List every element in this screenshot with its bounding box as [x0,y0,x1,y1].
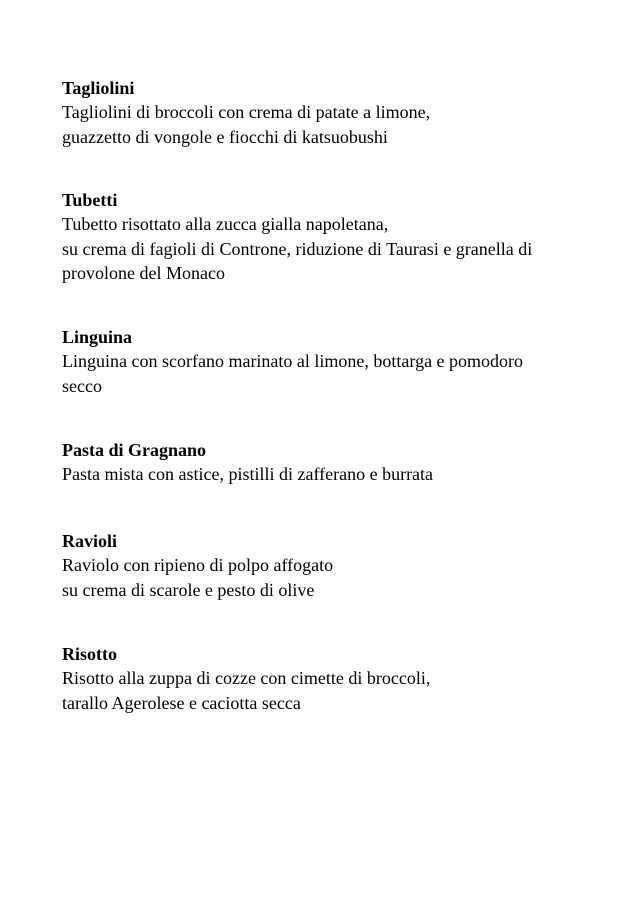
dish-description-line: su crema di fagioli di Controne, riduzione di Taurasi e granella di [62,238,533,259]
dish-description-line: secco [62,375,102,396]
dish-description-line: Pasta mista con astice, pistilli di zafferano e burrata [62,464,434,485]
dish-title: Ravioli [62,531,118,551]
menu-item-tubetti [62,188,532,285]
menu-item-risotto [62,642,430,715]
dish-description-line: Linguina con scorfano marinato al limone, bottarga e pomodoro [62,351,524,372]
dish-description-line: tarallo Agerolese e caciotta secca [62,692,301,713]
menu-item-linguina [62,325,523,398]
dish-description-line: Raviolo con ripieno di polpo affogato [62,555,334,576]
dish-description-line: Risotto alla zuppa di cozze con cimette di broccoli, [62,668,431,689]
dish-title: Risotto [62,644,117,664]
dish-title: Linguina [62,327,133,347]
menu-item-pasta-di-gragnano [62,438,433,487]
dish-description-line: provolone del Monaco [62,262,225,283]
dish-title: Tubetti [62,190,118,210]
menu-item-ravioli [62,529,333,602]
dish-description-line: guazzetto di vongole e fiocchi di katsuobushi [62,126,388,147]
dish-description-line: Tubetto risottato alla zucca gialla napoletana, [62,214,389,235]
dish-title: Pasta di Gragnano [62,440,207,460]
menu-item-tagliolini [62,76,430,149]
dish-description-line: su crema di scarole e pesto di olive [62,579,315,600]
dish-title: Tagliolini [62,78,135,98]
dish-description-line: Tagliolini di broccoli con crema di patate a limone, [62,102,431,123]
